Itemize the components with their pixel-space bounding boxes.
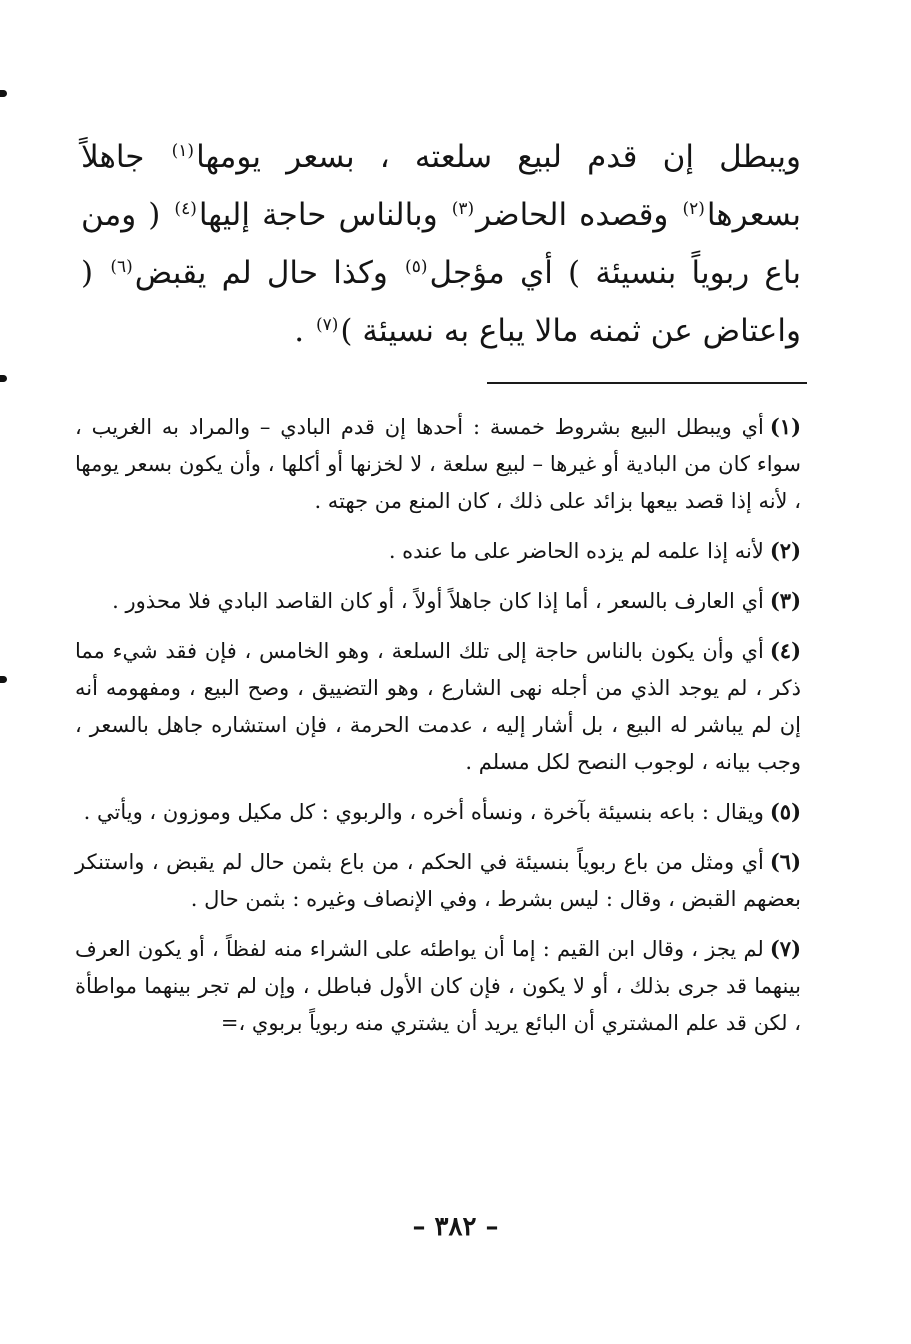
page-number: – ٣٨٢ – <box>412 1212 499 1242</box>
footnote <box>75 930 801 1042</box>
footnote-reference: (٣) <box>451 198 475 219</box>
main-text-segment: وكذا حال لم يقبض <box>134 255 404 291</box>
footnote-text: لم يجز ، وقال ابن القيم : إما أن يواطئه على الشراء منه لفظاً ، أو يكون العرف بينهما قد جرى بذلك ، أو لا يكون ، فإن كان الأول فباطل ، وإن لم تجر بينهما مواطأة ، لكن قد علم المشتري أن البائع يريد أن يشتري منه ربوياً بربوي ،= <box>75 937 801 1035</box>
footnote-number: (٤) <box>769 638 801 663</box>
footnote <box>75 532 801 570</box>
footnote-reference: (٢) <box>682 198 705 219</box>
edge-mark <box>0 375 7 382</box>
footnote-number: (٢) <box>769 538 801 563</box>
footnote <box>75 632 801 781</box>
footnote-reference: (٤) <box>174 198 197 219</box>
footnote-text: أي العارف بالسعر ، أما إذا كان جاهلاً أولاً ، أو كان القاصد البادي فلا محذور . <box>112 589 764 613</box>
footnote <box>75 843 801 918</box>
footnote <box>75 408 801 520</box>
main-paragraph <box>81 128 801 360</box>
footnote-reference: (٧) <box>316 314 339 335</box>
footnote-number: (٣) <box>769 588 801 613</box>
main-text-segment: جاهلاً بسعرها <box>81 139 801 233</box>
footnote-separator <box>487 382 807 384</box>
main-text-segment: وبالناس حاجة إليها <box>198 197 450 233</box>
footnote-text: أي وأن يكون بالناس حاجة إلى تلك السلعة ، وهو الخامس ، فإن فقد شيء مما ذكر ، لم يوجد الذي من أجله نهى الشارع ، وهو التضييق ، وصح البيع ، ومفهومه أنه إن لم يباشر له البيع ، بل أشار إليه ، عدمت الحرمة ، فإن استشاره جاهل بالسعر ، وجب بيانه ، لوجوب النصح لكل مسلم . <box>75 639 801 774</box>
main-text-segment: وقصده الحاضر <box>476 197 681 233</box>
edge-mark <box>0 90 7 97</box>
footnote-number: (٦) <box>769 849 801 874</box>
footnote-number: (٧) <box>769 936 801 961</box>
footnote-text: لأنه إذا علمه لم يزده الحاضر على ما عنده . <box>388 539 764 563</box>
footnote <box>75 793 801 831</box>
footnote <box>75 582 801 620</box>
main-text <box>81 128 801 360</box>
main-text-segment: ويبطل إن قدم لبيع سلعته ، بسعر يومها <box>196 139 801 175</box>
footnote-reference: (١) <box>171 140 195 161</box>
edge-mark <box>0 676 7 683</box>
footnote-number: (٥) <box>769 799 801 824</box>
footnote-text: أي ومثل من باع ربوياً بنسيئة في الحكم ، من باع بثمن حال لم يقبض ، واستنكر بعضهم القبض ، وقال : ليس بشرط ، وفي الإنصاف وغيره : بثمن حال . <box>75 850 801 911</box>
footnote-text: أي ويبطل البيع بشروط خمسة : أحدها إن قدم البادي – والمراد به الغريب ، سواء كان من البادية أو غيرها – لبيع سلعة ، لا لخزنها أو أكلها ، وأن يكون بسعر يومها ، لأنه إذا قصد بيعها بزائد على ذلك ، كان المنع من جهته . <box>75 415 801 513</box>
footnotes-section <box>75 408 801 1054</box>
footnote-reference: (٦) <box>110 256 133 277</box>
main-text-segment: ( ومن باع ربوياً بنسيئة ) أي مؤجل <box>81 197 801 291</box>
main-text-segment: . <box>294 313 314 349</box>
main-text-segment: ( واعتاض عن ثمنه مالا يباع به نسيئة ) <box>81 255 801 349</box>
footnote-text: ويقال : باعه بنسيئة بآخرة ، ونسأه أخره ، والربوي : كل مكيل وموزون ، ويأتي . <box>83 800 764 824</box>
footnote-reference: (٥) <box>405 256 428 277</box>
footnote-number: (١) <box>769 414 801 439</box>
